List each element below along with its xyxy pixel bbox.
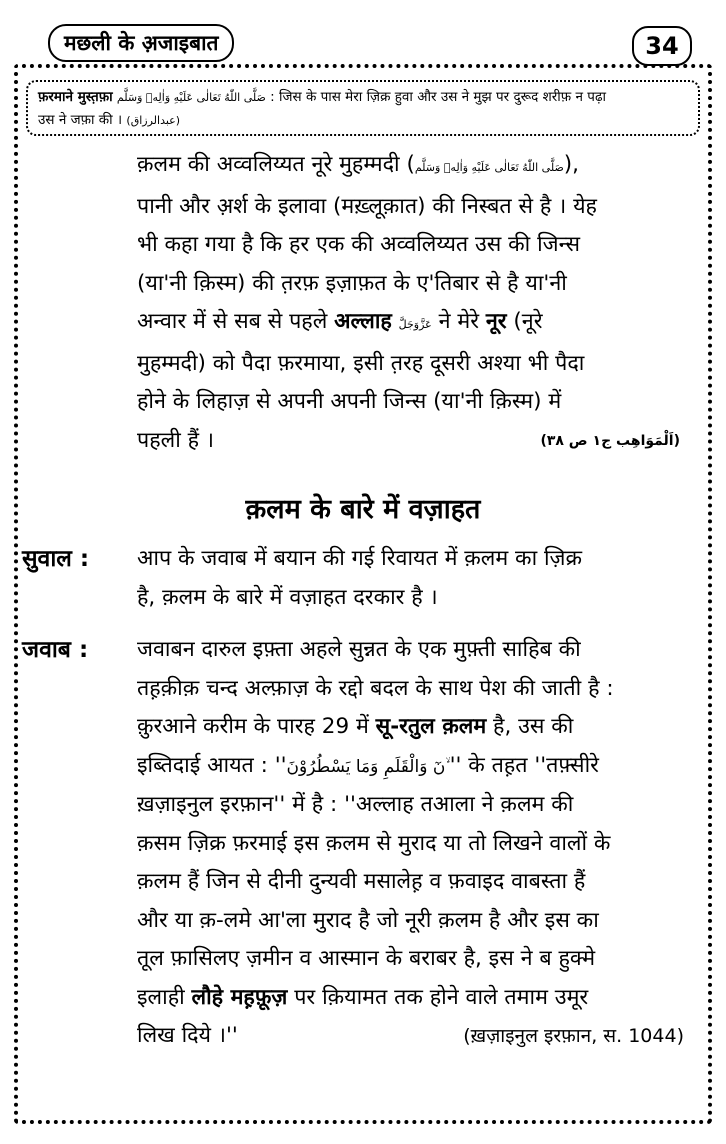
- text-line: क़लम की अव्वलिय्यत नूरे मुहम्मदी (صَلَّى اللّٰهُ تَعَالٰى عَلَيْهِ وَاٰلِهٖ وَسَلَّم),: [137, 152, 580, 177]
- question-label: सुवाल :: [22, 546, 90, 572]
- section-heading: क़लम के बारे में वज़ाहत: [245, 494, 481, 525]
- page-number: 34: [632, 26, 692, 66]
- hadith-text-2: उस ने जफ़ा की ।: [38, 112, 123, 128]
- answer-label: जवाब :: [22, 637, 89, 663]
- hadith-box: [26, 80, 700, 136]
- hadith-text-1: : जिस के पास मेरा ज़िक्र हुवा और उस ने मुझ पर दुरूद शरीफ़ न पढ़ा: [270, 89, 607, 105]
- hadith-line-2: [38, 109, 688, 132]
- salawat-arabic: صَلَّى اللّٰهُ تَعَالٰى عَلَيْهِ وَاٰلِهٖ وَسَلَّم: [116, 91, 266, 104]
- text-line: पहली हैं । (اَلْمَوَاهِب ج١ ص ٣٨): [137, 422, 680, 461]
- text-line: तूल फ़ासिलए ज़मीन व आस्मान के बराबर है, इस ने ब हुक्मे: [137, 946, 596, 971]
- text-line: आप के जवाब में बयान की गई रिवायत में क़लम का ज़िक्र: [137, 546, 582, 571]
- text-line: इलाही लौहे मह़फ़ूज़ पर क़ियामत तक होने वाले तमाम उमूर: [137, 984, 589, 1010]
- text-line: (या'नी क़िस्म) की त़रफ़ इज़ाफ़त के ए'तिबार से है या'नी: [137, 270, 567, 296]
- text-line: है, क़लम के बारे में वज़ाहत दरकार है ।: [137, 584, 438, 610]
- text-line: जवाबन दारुल इफ़्ता अहले सुन्नत के एक मुफ़्ती साहिब की: [137, 637, 581, 662]
- hadith-reference: (عبدالرزاق): [126, 114, 181, 127]
- citation: (ख़ज़ाइनुल इरफ़ान, स. 1044): [463, 1025, 684, 1047]
- text-line: तह़क़ीक़ चन्द अल्फ़ाज़ के रद्दो बदल के साथ पेश की जाती है :: [137, 675, 614, 701]
- answer-text: [137, 631, 684, 1056]
- book-title: मछली के अ़जाइबात: [48, 24, 234, 62]
- text-line: क़ुरआने करीम के पारह 29 में सू-रतुल क़लम है, उस की: [137, 714, 574, 739]
- text-line: इब्तिदाई आयत : ''نٓ وَالْقَلَمِ وَمَا يَسْطُرُوْنَ ۙ'' के तह़त ''तफ़्सीरे: [137, 752, 599, 778]
- text-line: क़सम ज़िक्र फ़रमाई इस क़लम से मुराद या तो लिखने वालों के: [137, 830, 611, 856]
- question-block: [22, 540, 684, 617]
- azza-wajal-arabic: عَزَّوَجَلَّ: [398, 318, 432, 331]
- text-line: होने के लिहाज़ से अपनी अपनी जिन्स (या'नी क़िस्म) में: [137, 389, 562, 414]
- hadith-line-1: [38, 86, 688, 109]
- surah-name: सू-रतुल क़लम: [375, 714, 487, 739]
- paragraph-intro: [137, 146, 680, 460]
- ayah-arabic: نٓ وَالْقَلَمِ وَمَا يَسْطُرُوْنَ ۙ: [286, 756, 450, 777]
- text-line: ख़ज़ाइनुल इरफ़ान'' में है : ''अल्लाह तआला ने क़लम की: [137, 792, 574, 817]
- salawat-arabic: صَلَّى اللّٰهُ تَعَالٰى عَلَيْهِ وَاٰلِهٖ وَسَلَّم: [414, 161, 564, 174]
- text-line: भी कहा गया है कि हर एक की अव्वलिय्यत उस की जिन्स: [137, 232, 581, 257]
- text-line: और या क़-लमे आ'ला मुराद है जो नूरी क़लम है और इस का: [137, 907, 599, 933]
- text-line: क़लम हैं जिन से दीनी दुन्यवी मसालेह़ व फ़वाइद वाबस्ता हैं: [137, 869, 586, 894]
- word-allah: अल्लाह: [334, 309, 392, 334]
- reference-arabic: (اَلْمَوَاهِب ج١ ص ٣٨): [540, 432, 680, 449]
- text-line: लिख दिये ।'' (ख़ज़ाइनुल इरफ़ान, स. 1044): [137, 1017, 684, 1056]
- text-line: अन्वार में से सब से पहले अल्लाह عَزَّوَجَلَّ ने मेरे नूर (नूरे: [137, 309, 543, 334]
- lauh-e-mahfooz: लौहे मह़फ़ूज़: [191, 984, 288, 1010]
- question-text: [137, 540, 684, 617]
- word-noor: नूर: [485, 309, 507, 334]
- answer-block: [22, 631, 684, 1056]
- hadith-label: फ़रमाने मुस्त़फ़ा: [38, 89, 113, 105]
- text-line: मुहम्मदी) को पैदा फ़रमाया, इसी त़रह दूसरी अश्या भी पैदा: [137, 350, 585, 376]
- text-line: पानी और अ़र्श के इलावा (मख़्लूक़ात) की निस्बत से है । येह: [137, 193, 597, 219]
